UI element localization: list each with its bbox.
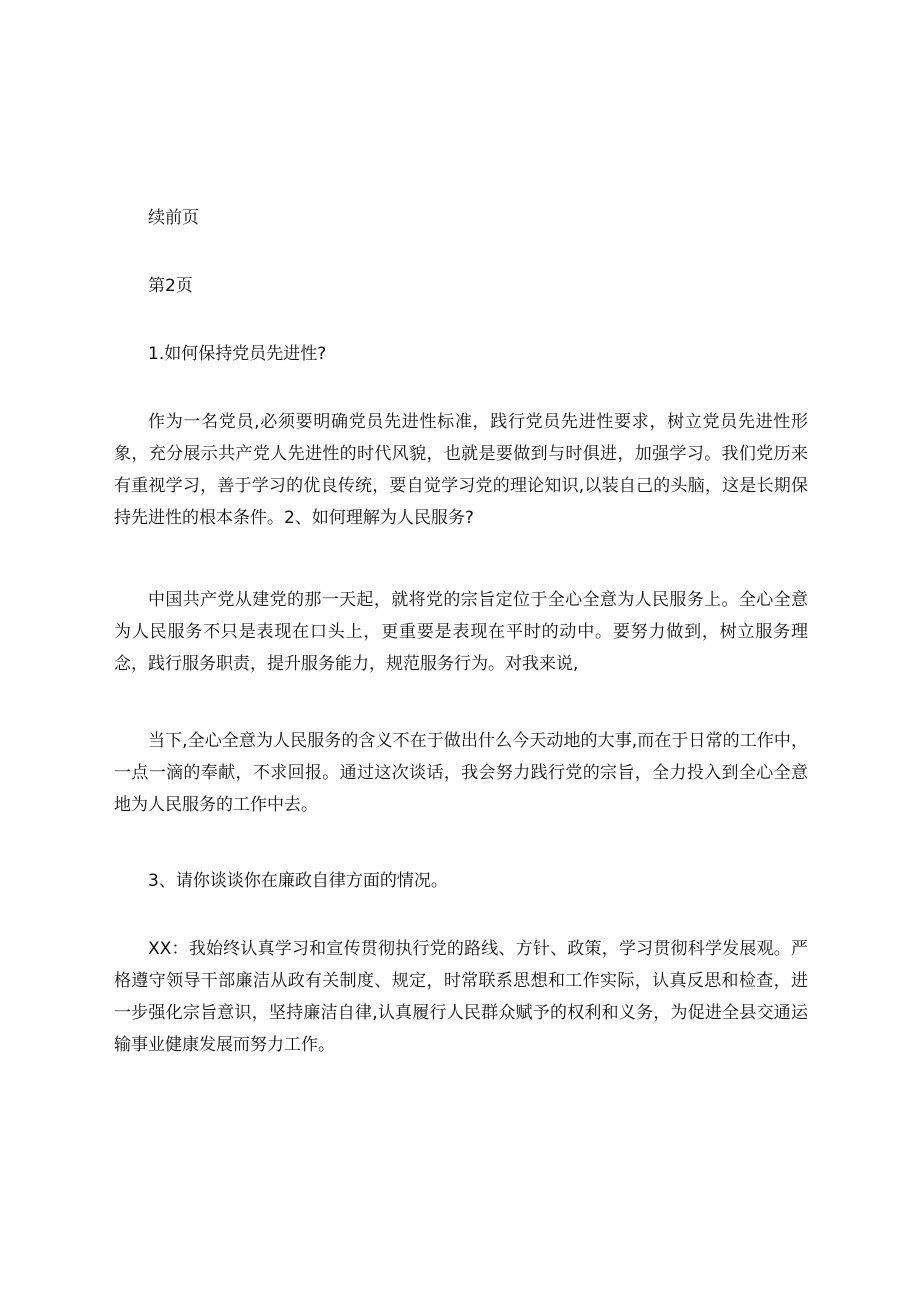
answer-2-paragraph: 中国共产党从建党的那一天起，就将党的宗旨定位于全心全意为人民服务上。全心全意为人民服务不只是表现在口头上，更重要是表现在平时的动中。要努力做到，树立服务理念，践行服务职责，提升服务能力，规范服务行为。对我来说, bbox=[114, 590, 808, 674]
question-3-heading: 3、请你谈谈你在廉政自律方面的情况。 bbox=[148, 871, 448, 891]
page-number-label: 第2页 bbox=[148, 276, 193, 296]
question-1-heading: 1.如何保持党员先进性? bbox=[148, 344, 327, 364]
answer-2-continued-paragraph: 当下,全心全意为人民服务的含义不在于做出什么今天动地的大事,而在于日常的工作中，一点一滴的奉献，不求回报。通过这次谈话，我会努力践行党的宗旨，全力投入到全心全意地为人民服务的工作中去。 bbox=[114, 731, 808, 815]
continued-label: 续前页 bbox=[148, 208, 199, 228]
answer-1-paragraph: 作为一名党员,必须要明确党员先进性标准，践行党员先进性要求，树立党员先进性形象，充分展示共产党人先进性的时代风貌，也就是要做到与时俱进，加强学习。我们党历来有重视学习，善于学习的优良传统，要自觉学习党的理论知识,以装自己的头脑，这是长期保持先进性的根本条件。2、如何理解为人民服务? bbox=[114, 412, 808, 528]
answer-3-paragraph: XX：我始终认真学习和宣传贯彻执行党的路线、方针、政策，学习贯彻科学发展观。严格遵守领导干部廉洁从政有关制度、规定，时常联系思想和工作实际，认真反思和检查，进一步强化宗旨意识，坚持廉洁自律,认真履行人民群众赋予的权利和义务，为促进全县交通运输事业健康发展而努力工作。 bbox=[114, 939, 808, 1055]
